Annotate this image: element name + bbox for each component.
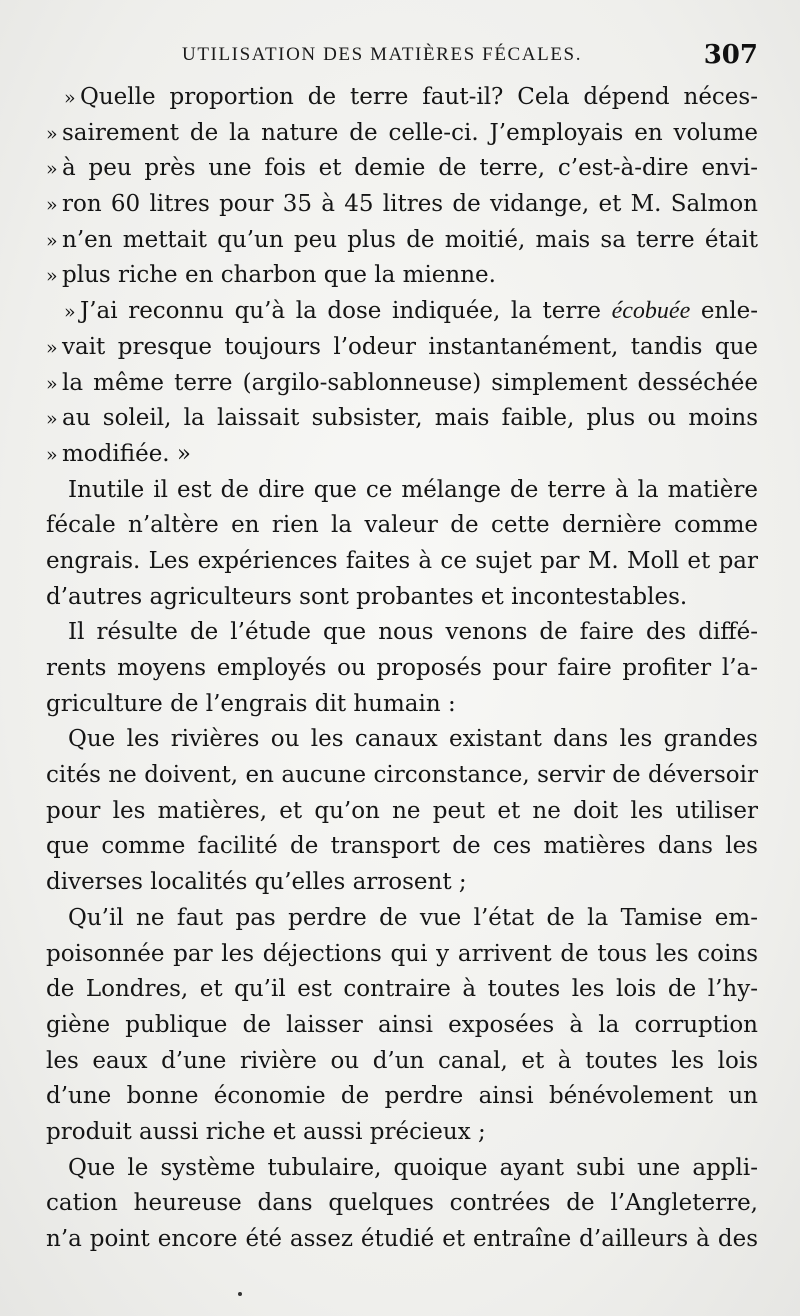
- text-line: Que le système tubulaire, quoique ayant subi une appli-: [68, 1154, 758, 1181]
- text-line: que comme facilité de transport de ces matières dans les: [46, 833, 758, 860]
- text-line: de Londres, et qu’il est contraire à toutes les lois de l’hy-: [46, 976, 758, 1003]
- text-line: » Quelle proportion de terre faut-il? Cela dépend néces-: [64, 84, 758, 110]
- text-line: » modifiée. »: [46, 440, 191, 467]
- text-line: rents moyens employés ou proposés pour faire profiter l’a-: [46, 655, 758, 681]
- text-line: Inutile il est de dire que ce mélange de terre à la matière: [68, 476, 758, 503]
- text-line: » vait presque toujours l’odeur instantanément, tandis que: [46, 333, 758, 360]
- text-line: » n’en mettait qu’un peu plus de moitié, mais sa terre était: [46, 226, 758, 253]
- text-line: » au soleil, la laissait subsister, mais faible, plus ou moins: [46, 405, 758, 432]
- text-line: diverses localités qu’elles arrosent ;: [46, 869, 467, 896]
- text-line: » ron 60 litres pour 35 à 45 litres de vidange, et M. Salmon: [46, 191, 758, 218]
- body-text: [46, 80, 758, 1258]
- text-line: griculture de l’engrais dit humain :: [46, 690, 456, 717]
- text-line: cités ne doivent, en aucune circonstance, servir de déversoir: [46, 762, 758, 789]
- running-title: UTILISATION DES MATIÈRES FÉCALES.: [182, 44, 583, 65]
- text-line: poisonnée par les déjections qui y arrivent de tous les coins: [46, 940, 758, 967]
- text-line: » J’ai reconnu qu’à la dose indiquée, la terre écobuée enle-: [64, 298, 758, 325]
- text-line: » plus riche en charbon que la mienne.: [46, 262, 496, 289]
- text-line: pour les matières, et qu’on ne peut et ne doit les utiliser: [46, 797, 758, 824]
- text-line: giène publique de laisser ainsi exposées à la corruption: [46, 1011, 758, 1038]
- text-line: » sairement de la nature de celle-ci. J’employais en volume: [46, 119, 758, 146]
- text-line: d’autres agriculteurs sont probantes et incontestables.: [46, 583, 688, 610]
- ink-speck: [238, 1292, 242, 1296]
- text-line: fécale n’altère en rien la valeur de cette dernière comme: [46, 512, 758, 539]
- text-line: les eaux d’une rivière ou d’un canal, et à toutes les lois: [46, 1047, 758, 1074]
- text-line: » à peu près une fois et demie de terre, c’est-à-dire envi-: [46, 155, 758, 182]
- text-line: n’a point encore été assez étudié et entraîne d’ailleurs à des: [46, 1226, 758, 1252]
- text-line: Il résulte de l’étude que nous venons de faire des diffé-: [68, 619, 758, 646]
- italic-term: écobuée: [611, 298, 691, 325]
- page-header: [46, 40, 758, 74]
- text-line: engrais. Les expériences faites à ce sujet par M. Moll et par: [46, 547, 758, 574]
- text-line: cation heureuse dans quelques contrées de l’Angleterre,: [46, 1190, 758, 1217]
- text-line: Qu’il ne faut pas perdre de vue l’état de la Tamise em-: [68, 904, 758, 931]
- text-line: produit aussi riche et aussi précieux ;: [46, 1118, 486, 1145]
- text-line: » la même terre (argilo-sablonneuse) simplement desséchée: [46, 369, 758, 396]
- text-line: Que les rivières ou les canaux existant dans les grandes: [68, 726, 758, 753]
- page-number: 307: [703, 40, 758, 70]
- text-line: d’une bonne économie de perdre ainsi bénévolement un: [46, 1083, 758, 1110]
